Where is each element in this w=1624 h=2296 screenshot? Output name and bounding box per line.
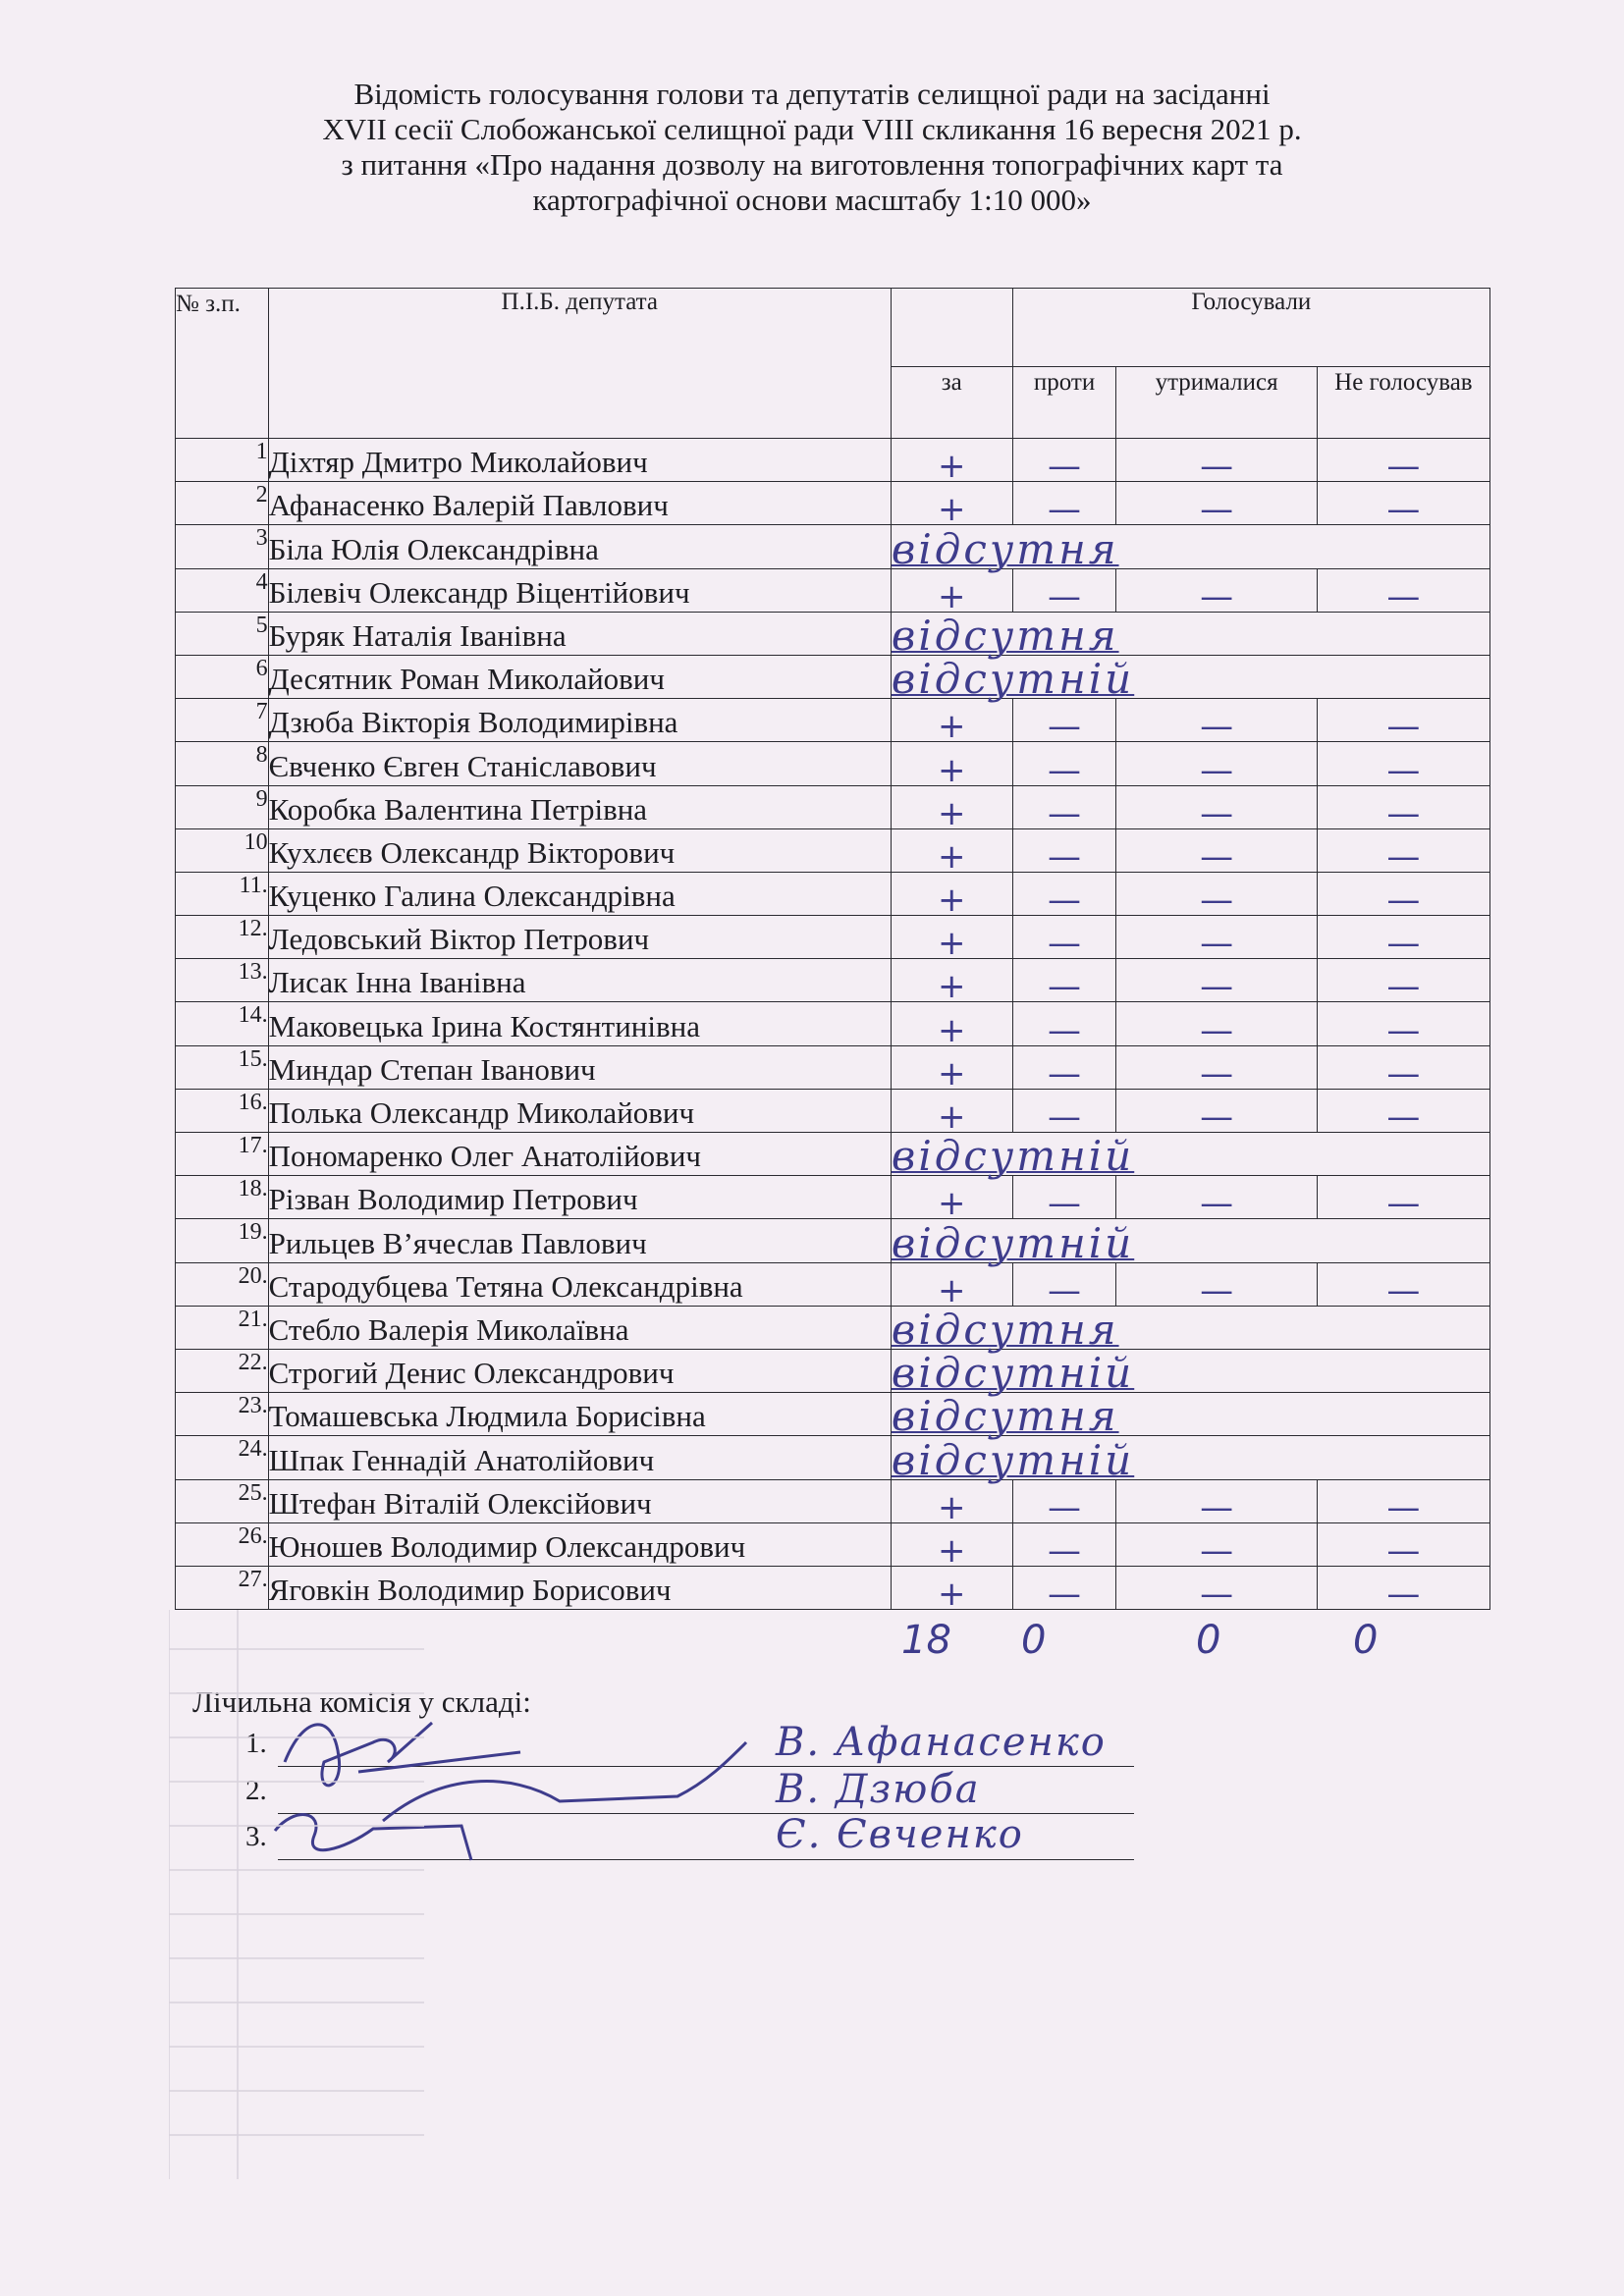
total-za: 18 <box>901 1618 951 1663</box>
vote-utrymalysia: — <box>1116 1089 1317 1132</box>
vote-proty: — <box>1012 1522 1116 1566</box>
title-line-4: картографічної основи масштабу 1:10 000» <box>532 183 1092 217</box>
deputy-name: Буряк Наталія Іванівна <box>268 612 891 655</box>
vote-za: + <box>891 439 1012 482</box>
deputy-name: Ледовський Віктор Петрович <box>268 916 891 959</box>
table-row <box>176 742 1490 785</box>
vote-utrymalysia: — <box>1116 916 1317 959</box>
row-number: 12. <box>176 916 269 959</box>
table-row <box>176 872 1490 915</box>
deputy-name: Куценко Галина Олександрівна <box>268 872 891 915</box>
table-row <box>176 959 1490 1002</box>
deputy-name: Пономаренко Олег Анатолійович <box>268 1133 891 1176</box>
vote-ne-holosuvav: — <box>1317 959 1489 1002</box>
absent-note: відсутня <box>891 612 1489 655</box>
vote-utrymalysia: — <box>1116 959 1317 1002</box>
table-row <box>176 1262 1490 1306</box>
vote-za: + <box>891 742 1012 785</box>
table-row <box>176 1133 1490 1176</box>
row-number: 25. <box>176 1479 269 1522</box>
vote-ne-holosuvav: — <box>1317 785 1489 828</box>
deputy-name: Рильцев В’ячеслав Павлович <box>268 1219 891 1262</box>
absent-note: відсутня <box>891 525 1489 568</box>
vote-ne-holosuvav: — <box>1317 439 1489 482</box>
vote-utrymalysia: — <box>1116 568 1317 612</box>
vote-za: + <box>891 699 1012 742</box>
vote-ne-holosuvav: — <box>1317 1566 1489 1609</box>
row-number: 6 <box>176 655 269 698</box>
faint-show-through-table <box>169 1610 424 2179</box>
vote-za: + <box>891 1262 1012 1306</box>
header-proty: проти <box>1012 367 1116 439</box>
commission-num-2: 2. <box>245 1775 267 1806</box>
header-name: П.І.Б. депутата <box>268 289 891 439</box>
vote-ne-holosuvav: — <box>1317 1479 1489 1522</box>
table-row <box>176 1522 1490 1566</box>
row-number: 7 <box>176 699 269 742</box>
vote-proty: — <box>1012 568 1116 612</box>
deputy-name: Дзюба Вікторія Володимирівна <box>268 699 891 742</box>
table-row <box>176 1566 1490 1609</box>
table-row <box>176 1219 1490 1262</box>
vote-za: + <box>891 568 1012 612</box>
vote-utrymalysia: — <box>1116 785 1317 828</box>
vote-za: + <box>891 785 1012 828</box>
header-za: за <box>891 367 1012 439</box>
vote-ne-holosuvav: — <box>1317 1089 1489 1132</box>
deputy-name: Стародубцева Тетяна Олександрівна <box>268 1262 891 1306</box>
vote-za: + <box>891 959 1012 1002</box>
deputy-name: Біла Юлія Олександрівна <box>268 525 891 568</box>
row-number: 11. <box>176 872 269 915</box>
table-row <box>176 439 1490 482</box>
table-row <box>176 1176 1490 1219</box>
document-title <box>0 77 1624 218</box>
row-number: 26. <box>176 1522 269 1566</box>
vote-ne-holosuvav: — <box>1317 699 1489 742</box>
absent-note: відсутній <box>891 1349 1489 1392</box>
vote-utrymalysia: — <box>1116 828 1317 872</box>
vote-proty: — <box>1012 1089 1116 1132</box>
deputy-name: Десятник Роман Миколайович <box>268 655 891 698</box>
row-number: 19. <box>176 1219 269 1262</box>
vote-ne-holosuvav: — <box>1317 1002 1489 1045</box>
vote-za: + <box>891 1566 1012 1609</box>
commission-label: Лічильна комісія у складі: <box>192 1684 531 1719</box>
vote-proty: — <box>1012 916 1116 959</box>
row-number: 14. <box>176 1002 269 1045</box>
total-ne-holosuvav: 0 <box>1353 1618 1379 1663</box>
vote-utrymalysia: — <box>1116 482 1317 525</box>
row-number: 2 <box>176 482 269 525</box>
vote-za: + <box>891 1002 1012 1045</box>
deputy-name: Томашевська Людмила Борисівна <box>268 1393 891 1436</box>
absent-note: відсутній <box>891 1436 1489 1479</box>
vote-utrymalysia: — <box>1116 1262 1317 1306</box>
table-row <box>176 1393 1490 1436</box>
commission-member-3: Є. Євченко <box>776 1812 1024 1857</box>
row-number: 16. <box>176 1089 269 1132</box>
vote-proty: — <box>1012 1479 1116 1522</box>
table-row <box>176 916 1490 959</box>
row-number: 21. <box>176 1306 269 1349</box>
deputy-name: Стебло Валерія Миколаївна <box>268 1306 891 1349</box>
vote-utrymalysia: — <box>1116 1522 1317 1566</box>
vote-proty: — <box>1012 1176 1116 1219</box>
vote-ne-holosuvav: — <box>1317 872 1489 915</box>
vote-utrymalysia: — <box>1116 1176 1317 1219</box>
voting-table <box>175 288 1490 1615</box>
row-number: 22. <box>176 1349 269 1392</box>
deputy-name: Яговкін Володимир Борисович <box>268 1566 891 1609</box>
commission-member-1: В. Афанасенко <box>776 1720 1107 1765</box>
vote-utrymalysia: — <box>1116 872 1317 915</box>
vote-ne-holosuvav: — <box>1317 1262 1489 1306</box>
table-row <box>176 525 1490 568</box>
absent-note: відсутній <box>891 1219 1489 1262</box>
vote-ne-holosuvav: — <box>1317 482 1489 525</box>
header-number: № з.п. <box>176 289 269 439</box>
vote-utrymalysia: — <box>1116 1566 1317 1609</box>
header-voted: Голосували <box>1012 289 1489 367</box>
table-row <box>176 1089 1490 1132</box>
table-body <box>176 439 1490 1615</box>
vote-za: + <box>891 1479 1012 1522</box>
row-number: 15. <box>176 1045 269 1089</box>
vote-proty: — <box>1012 1566 1116 1609</box>
total-utrymalysia: 0 <box>1196 1618 1221 1663</box>
vote-utrymalysia: — <box>1116 1479 1317 1522</box>
row-number: 9 <box>176 785 269 828</box>
absent-note: відсутній <box>891 655 1489 698</box>
vote-proty: — <box>1012 1262 1116 1306</box>
row-number: 10 <box>176 828 269 872</box>
vote-za: + <box>891 1089 1012 1132</box>
table-row <box>176 785 1490 828</box>
absent-note: відсутня <box>891 1393 1489 1436</box>
row-number: 18. <box>176 1176 269 1219</box>
vote-utrymalysia: — <box>1116 1002 1317 1045</box>
deputy-name: Маковецька Ірина Костянтинівна <box>268 1002 891 1045</box>
commission-num-3: 3. <box>245 1821 267 1852</box>
table-row <box>176 699 1490 742</box>
table-row <box>176 1479 1490 1522</box>
vote-utrymalysia: — <box>1116 699 1317 742</box>
deputy-name: Коробка Валентина Петрівна <box>268 785 891 828</box>
vote-za: + <box>891 1176 1012 1219</box>
vote-proty: — <box>1012 1002 1116 1045</box>
vote-za: + <box>891 872 1012 915</box>
title-line-1: Відомість голосування голови та депутатів селищної ради на засіданні <box>353 77 1271 111</box>
deputy-name: Діхтяр Дмитро Миколайович <box>268 439 891 482</box>
vote-za: + <box>891 916 1012 959</box>
vote-utrymalysia: — <box>1116 439 1317 482</box>
deputy-name: Шпак Геннадій Анатолійович <box>268 1436 891 1479</box>
vote-utrymalysia: — <box>1116 1045 1317 1089</box>
title-line-2: XVII сесії Слобожанської селищної ради VIII скликання 16 вересня 2021 р. <box>322 112 1302 146</box>
deputy-name: Юношев Володимир Олександрович <box>268 1522 891 1566</box>
vote-proty: — <box>1012 699 1116 742</box>
row-number: 4 <box>176 568 269 612</box>
deputy-name: Білевіч Олександр Віцентійович <box>268 568 891 612</box>
vote-utrymalysia: — <box>1116 742 1317 785</box>
vote-za: + <box>891 1045 1012 1089</box>
vote-za: + <box>891 482 1012 525</box>
deputy-name: Різван Володимир Петрович <box>268 1176 891 1219</box>
deputy-name: Строгий Денис Олександрович <box>268 1349 891 1392</box>
table-row <box>176 482 1490 525</box>
row-number: 8 <box>176 742 269 785</box>
row-number: 23. <box>176 1393 269 1436</box>
vote-proty: — <box>1012 742 1116 785</box>
table-row <box>176 1349 1490 1392</box>
vote-proty: — <box>1012 439 1116 482</box>
vote-proty: — <box>1012 482 1116 525</box>
header-blank <box>891 289 1012 367</box>
row-number: 13. <box>176 959 269 1002</box>
row-number: 24. <box>176 1436 269 1479</box>
deputy-name: Штефан Віталій Олексійович <box>268 1479 891 1522</box>
vote-ne-holosuvav: — <box>1317 1522 1489 1566</box>
vote-ne-holosuvav: — <box>1317 1045 1489 1089</box>
table-row <box>176 1436 1490 1479</box>
deputy-name: Кухлєєв Олександр Вікторович <box>268 828 891 872</box>
header-utrymalysia: утрималися <box>1116 367 1317 439</box>
vote-ne-holosuvav: — <box>1317 828 1489 872</box>
table-row <box>176 568 1490 612</box>
row-number: 17. <box>176 1133 269 1176</box>
vote-za: + <box>891 1522 1012 1566</box>
absent-note: відсутня <box>891 1306 1489 1349</box>
row-number: 27. <box>176 1566 269 1609</box>
vote-ne-holosuvav: — <box>1317 568 1489 612</box>
deputy-name: Євченко Євген Станіславович <box>268 742 891 785</box>
vote-proty: — <box>1012 828 1116 872</box>
absent-note: відсутній <box>891 1133 1489 1176</box>
vote-proty: — <box>1012 959 1116 1002</box>
table-row <box>176 828 1490 872</box>
commission-num-1: 1. <box>245 1728 267 1759</box>
table-row <box>176 655 1490 698</box>
vote-proty: — <box>1012 785 1116 828</box>
row-number: 5 <box>176 612 269 655</box>
deputy-name: Миндар Степан Іванович <box>268 1045 891 1089</box>
vote-ne-holosuvav: — <box>1317 1176 1489 1219</box>
row-number: 20. <box>176 1262 269 1306</box>
deputy-name: Лисак Інна Іванівна <box>268 959 891 1002</box>
table-row <box>176 1002 1490 1045</box>
total-proty: 0 <box>1021 1618 1047 1663</box>
vote-ne-holosuvav: — <box>1317 916 1489 959</box>
vote-ne-holosuvav: — <box>1317 742 1489 785</box>
row-number: 1 <box>176 439 269 482</box>
commission-member-2: В. Дзюба <box>776 1767 981 1812</box>
header-ne-holosuvav: Не голосував <box>1317 367 1489 439</box>
table-row <box>176 612 1490 655</box>
deputy-name: Афанасенко Валерій Павлович <box>268 482 891 525</box>
vote-za: + <box>891 828 1012 872</box>
vote-proty: — <box>1012 1045 1116 1089</box>
title-line-3: з питання «Про надання дозволу на виготовлення топографічних карт та <box>341 147 1283 182</box>
row-number: 3 <box>176 525 269 568</box>
vote-proty: — <box>1012 872 1116 915</box>
table-row <box>176 1306 1490 1349</box>
deputy-name: Полька Олександр Миколайович <box>268 1089 891 1132</box>
table-row <box>176 1045 1490 1089</box>
